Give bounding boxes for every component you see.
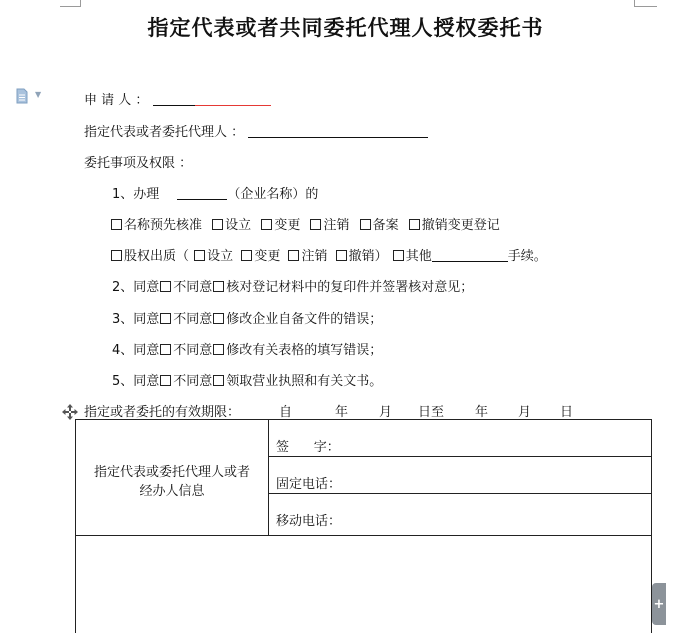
item-text: 领取营业执照和有关文书。	[226, 374, 383, 389]
checkbox-pledge-establish[interactable]	[194, 250, 205, 261]
agent-line	[84, 121, 428, 140]
validity-month-1: 月	[379, 405, 393, 420]
checkbox-revoke-change[interactable]	[409, 219, 420, 230]
option-label: 注销	[301, 249, 328, 264]
item1-prefix: 1、办理	[112, 187, 160, 202]
checkbox-agree[interactable]	[160, 313, 171, 324]
table-divider	[268, 456, 651, 457]
validity-month-2: 月	[518, 405, 532, 420]
agent-info-label-line2: 经办人信息	[139, 484, 205, 499]
item-text: 修改企业自备文件的错误；	[226, 312, 383, 327]
validity-day-to: 日至	[418, 405, 445, 420]
expand-sidebar-button[interactable]	[652, 583, 666, 625]
item1-suffix: （企业名称）的	[227, 187, 319, 202]
item-text: 修改有关表格的填写错误；	[226, 343, 383, 358]
company-name-field[interactable]	[177, 186, 227, 200]
item-disagree-label: 不同意	[173, 343, 213, 358]
validity-day-2: 日	[560, 405, 574, 420]
plus-icon: +	[653, 596, 665, 612]
checkbox-disagree[interactable]	[213, 313, 224, 324]
checkbox-pledge-revoke[interactable]	[336, 250, 347, 261]
checkbox-change[interactable]	[261, 219, 272, 230]
checkbox-cancel[interactable]	[310, 219, 321, 230]
checkbox-agree[interactable]	[160, 344, 171, 355]
other-field[interactable]	[432, 248, 508, 262]
applicant-label: 申 请 人 ：	[84, 93, 149, 108]
item1-line	[112, 183, 318, 202]
document-icon[interactable]	[14, 88, 30, 104]
item-disagree-label: 不同意	[173, 374, 213, 389]
item-agree-label: 5、同意	[112, 374, 160, 389]
validity-year-1: 年	[335, 405, 349, 420]
signature-field[interactable]: 签 字：	[276, 440, 340, 455]
checkbox-establish[interactable]	[212, 219, 223, 230]
applicant-field[interactable]	[153, 92, 195, 106]
validity-label: 指定或者委托的有效期限：	[84, 405, 241, 420]
item-agree-label: 4、同意	[112, 343, 160, 358]
item-row-3	[112, 308, 382, 327]
item-row-2	[112, 276, 473, 295]
item1-options-row1	[110, 214, 500, 233]
agent-info-label-line1: 指定代表或委托代理人或者	[93, 465, 250, 480]
checkbox-disagree[interactable]	[213, 281, 224, 292]
item-disagree-label: 不同意	[173, 280, 213, 295]
item-text: 核对登记材料中的复印件并签署核对意见；	[226, 280, 474, 295]
agent-label: 指定代表或者委托代理人 ：	[84, 125, 245, 140]
checkbox-disagree[interactable]	[213, 375, 224, 386]
option-label: 其他	[405, 249, 432, 264]
option-label: 名称预先核准	[124, 218, 203, 233]
validity-from: 自	[279, 405, 293, 420]
applicant-line	[84, 89, 271, 108]
agent-field[interactable]	[248, 124, 428, 138]
option-label: 撤销变更登记	[421, 218, 500, 233]
item1-options-row2	[110, 245, 547, 264]
item-row-4	[112, 339, 382, 358]
checkbox-pledge-cancel[interactable]	[288, 250, 299, 261]
mobile-field[interactable]: 移动电话：	[276, 514, 342, 529]
document-title: 指定代表或者共同委托代理人授权委托书	[147, 15, 544, 40]
validity-year-2: 年	[475, 405, 489, 420]
landline-field[interactable]: 固定电话：	[276, 477, 342, 492]
checkbox-agree[interactable]	[160, 281, 171, 292]
checkbox-agree[interactable]	[160, 375, 171, 386]
option-label: 变更	[274, 218, 301, 233]
option-label: 股权出质（	[124, 249, 190, 264]
checkbox-filing[interactable]	[360, 219, 371, 230]
option-label: 备案	[372, 218, 399, 233]
option-label: 撤销）	[348, 249, 388, 264]
option-label: 注销	[323, 218, 350, 233]
table-blank-row[interactable]	[76, 536, 651, 634]
option-label: 设立	[225, 218, 252, 233]
option-label: 变更	[254, 249, 281, 264]
page-corner-mark-left	[60, 0, 81, 7]
checkbox-pledge-change[interactable]	[241, 250, 252, 261]
applicant-field-underline[interactable]	[195, 92, 271, 106]
scope-label: 委托事项及权限 ：	[84, 156, 193, 171]
checkbox-disagree[interactable]	[213, 344, 224, 355]
page-corner-mark-right	[634, 0, 657, 7]
table-divider-vertical	[268, 420, 269, 536]
procedures-label: 手续。	[507, 249, 547, 264]
item-disagree-label: 不同意	[173, 312, 213, 327]
item-agree-label: 3、同意	[112, 312, 160, 327]
option-label: 设立	[207, 249, 234, 264]
agent-info-table	[75, 419, 652, 633]
table-divider	[268, 493, 651, 494]
item-agree-label: 2、同意	[112, 280, 160, 295]
item-row-5	[112, 370, 382, 389]
checkbox-name-approval[interactable]	[111, 219, 122, 230]
agent-info-label	[76, 463, 268, 501]
checkbox-equity-pledge[interactable]	[111, 250, 122, 261]
caret-down-icon[interactable]: ▼	[35, 90, 42, 99]
checkbox-other[interactable]	[393, 250, 404, 261]
